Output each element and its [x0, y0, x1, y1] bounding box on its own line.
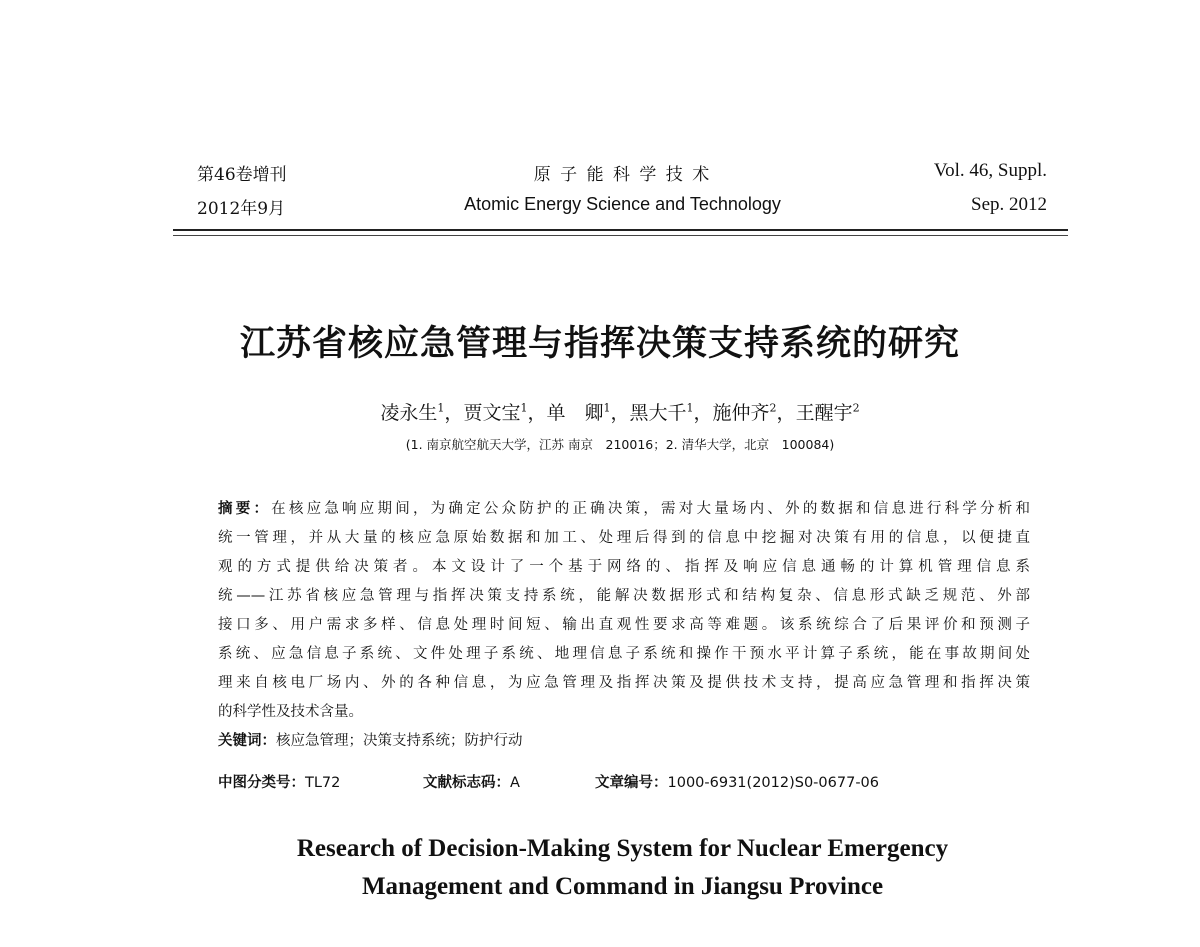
classification-label: 中图分类号： [218, 775, 305, 791]
volume-en: Vol. 46, Suppl. [933, 160, 1047, 181]
journal-name-en: Atomic Energy Science and Technology [464, 194, 781, 214]
author: 凌永生 [380, 402, 438, 424]
abstract-line [218, 613, 1030, 642]
abstract-text: 理来自核电厂场内、外的各种信息，为应急管理及指挥决策及提供技术支持，提高应急管理和指挥决策 [218, 675, 1030, 691]
abstract-text: 统一管理，并从大量的核应急原始数据和加工、处理后得到的信息中挖掘对决策有用的信息，以便捷直 [218, 530, 1030, 546]
doc-code-value: A [510, 775, 520, 791]
abstract-label: 摘要： [218, 501, 272, 517]
keywords-label: 关键词： [218, 733, 276, 749]
date-en: Sep. 2012 [971, 194, 1047, 215]
abstract-line [218, 642, 1030, 671]
doc-code-label: 文献标志码： [423, 775, 510, 791]
author: 黑大千 [629, 402, 687, 424]
keywords [218, 729, 1030, 758]
author-list: 凌永生$^1$，贾文宝$^1$，单 卿$^1$，黑大千$^1$，施仲齐$^2$，王醒宇$^2$ [380, 401, 860, 424]
abstract-line [218, 671, 1030, 700]
classification-value: TL72 [305, 775, 341, 791]
author-affiliation-mark: 1 [437, 401, 445, 415]
journal-name-cn: 原 子 能 科 学 技 术 [533, 165, 712, 185]
keywords-value: 核应急管理；决策支持系统；防护行动 [276, 733, 523, 749]
abstract-text: 观的方式提供给决策者。本文设计了一个基于网络的、指挥及响应信息通畅的计算机管理信息系 [218, 559, 1030, 575]
article-no-value: 1000-6931(2012)S0-0677-06 [667, 775, 879, 791]
paper-title-en-line1: Research of Decision-Making System for Nuclear Emergency [296, 835, 949, 862]
header-rule-thin [173, 235, 1068, 236]
author: 王醒宇 [795, 402, 853, 424]
abstract [218, 497, 1030, 758]
affiliations: (1. 南京航空航天大学，江苏 南京 210016；2. 清华大学，北京 100084) [405, 437, 835, 452]
abstract-line [218, 584, 1030, 613]
article-no-label: 文章编号： [595, 775, 668, 791]
author-affiliation-mark: 2 [852, 401, 860, 415]
author: 施仲齐 [712, 402, 770, 424]
abstract-text: 的科学性及技术含量。 [218, 704, 363, 720]
abstract-line [218, 526, 1030, 555]
volume-cn: 第46卷增刊 [197, 165, 287, 185]
classification-number [218, 771, 340, 792]
abstract-text: 接口多、用户需求多样、信息处理时间短、输出直观性要求高等难题。该系统综合了后果评价和预测子 [218, 617, 1030, 633]
paper-title-en-line2: Management and Command in Jiangsu Province [361, 873, 884, 900]
author-affiliation-mark: 2 [769, 401, 777, 415]
header-rule [173, 229, 1068, 231]
document-code [423, 771, 520, 792]
paper-title-cn: 江苏省核应急管理与指挥决策支持系统的研究 [239, 324, 960, 364]
abstract-text: 在核应急响应期间，为确定公众防护的正确决策，需对大量场内、外的数据和信息进行科学分析和 [271, 501, 1031, 517]
author-affiliation-mark: 1 [686, 401, 694, 415]
article-number [595, 771, 879, 792]
abstract-line [218, 497, 1030, 526]
date-cn: 2012年9月 [197, 199, 286, 219]
author: 单 卿 [546, 402, 604, 424]
abstract-text: 统——江苏省核应急管理与指挥决策支持系统，能解决数据形式和结构复杂、信息形式缺乏规范、外部 [218, 588, 1030, 604]
author-affiliation-mark: 1 [603, 401, 611, 415]
abstract-line [218, 700, 1030, 729]
abstract-line [218, 555, 1030, 584]
author-affiliation-mark: 1 [520, 401, 528, 415]
author: 贾文宝 [463, 402, 521, 424]
abstract-text: 系统、应急信息子系统、文件处理子系统、地理信息子系统和操作干预水平计算子系统，能在事故期间处 [218, 646, 1030, 662]
